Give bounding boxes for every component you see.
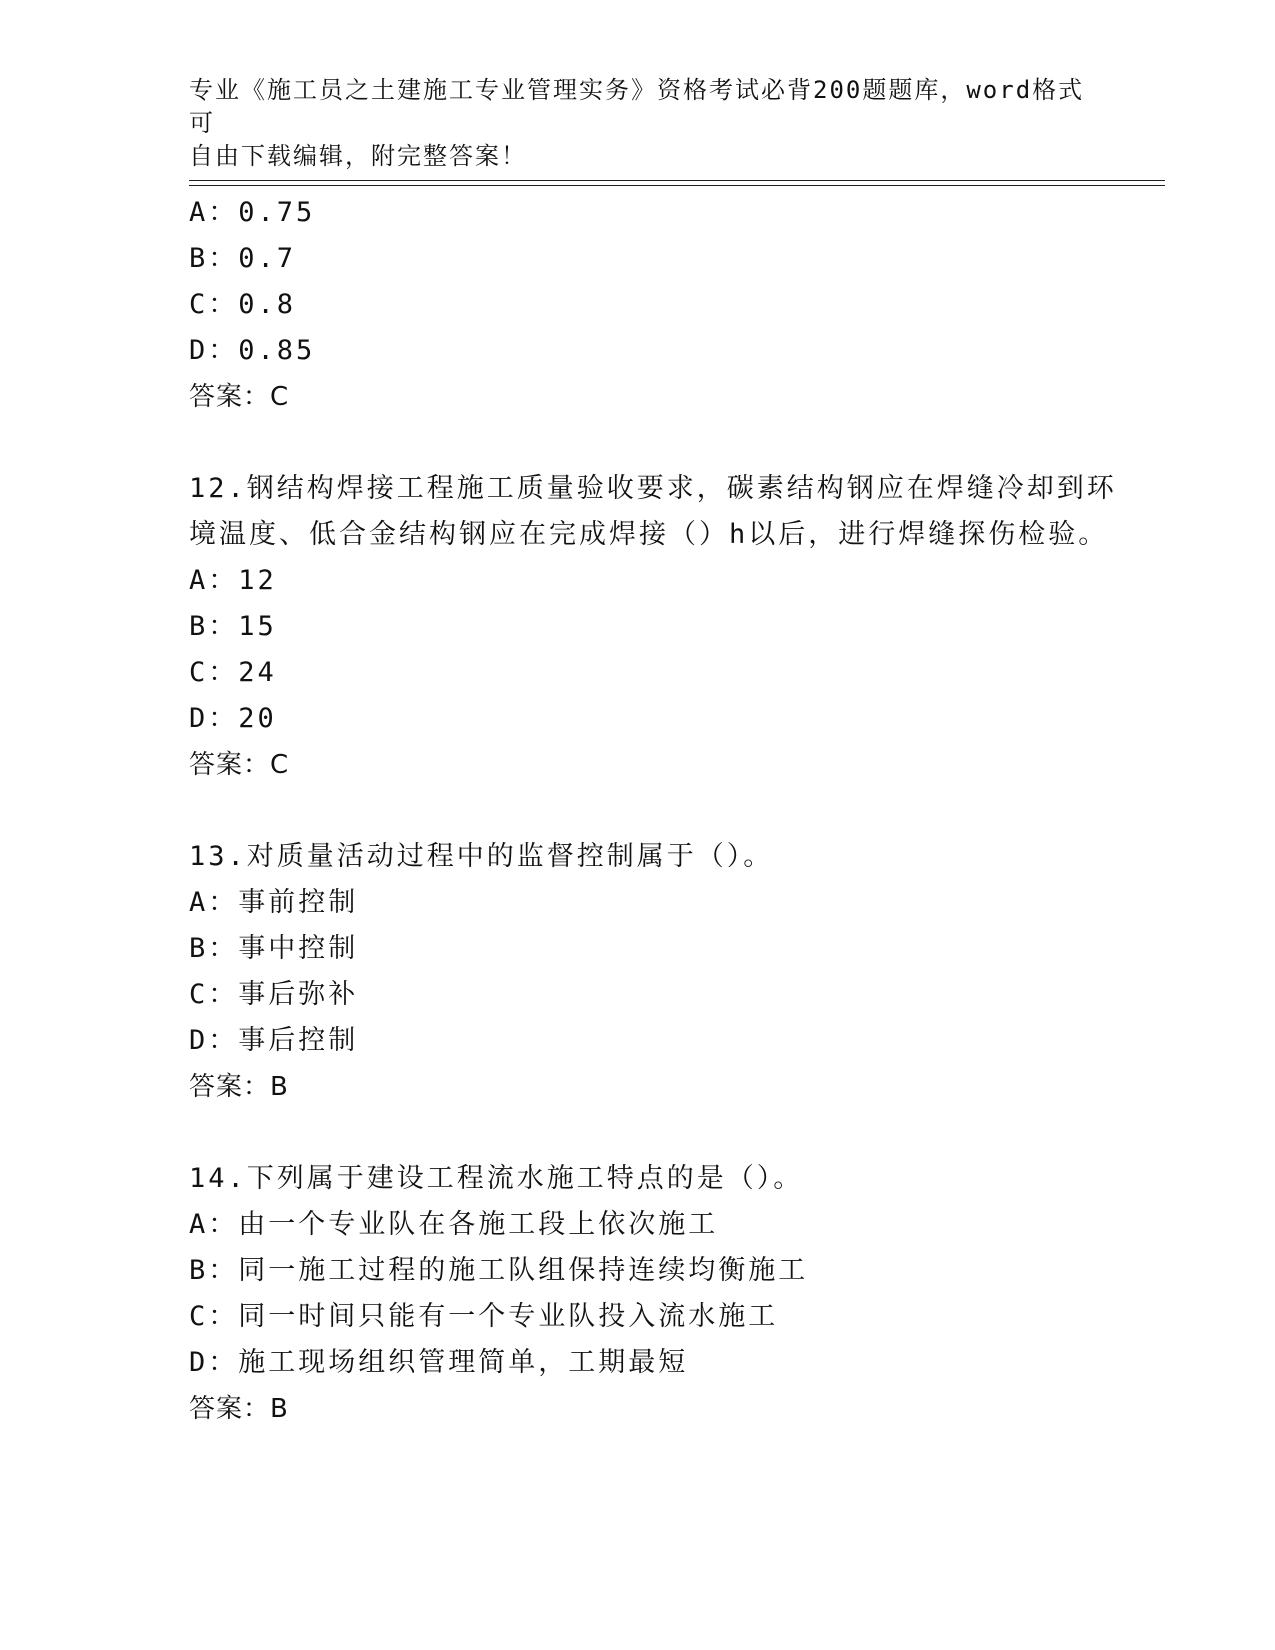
document-header — [189, 74, 1089, 173]
question-12-text-line-2: 境温度、低合金结构钢应在完成焊接（）h以后，进行焊缝探伤检验。 — [189, 519, 1109, 550]
question-block-12 — [189, 466, 1165, 788]
answer-line: 答案：C — [189, 750, 290, 780]
option-d: D：20 — [189, 703, 277, 734]
option-d: D：施工现场组织管理简单，工期最短 — [189, 1347, 689, 1378]
spacer — [189, 1110, 1165, 1156]
answer-line: 答案：C — [189, 382, 290, 412]
option-a: A：事前控制 — [189, 887, 359, 918]
question-block-prev — [189, 190, 1165, 420]
option-b: B：0.7 — [189, 243, 297, 274]
header-line-1: 专业《施工员之土建施工专业管理实务》资格考试必背200题题库，word格式可 — [189, 76, 1085, 137]
header-line-2: 自由下载编辑，附完整答案！ — [189, 142, 527, 170]
option-c: C：事后弥补 — [189, 979, 359, 1010]
document-body — [189, 190, 1165, 1432]
question-block-14 — [189, 1156, 1165, 1432]
answer-line: 答案：B — [189, 1394, 289, 1424]
header-double-rule — [189, 180, 1165, 186]
spacer — [189, 420, 1165, 466]
option-a: A：由一个专业队在各施工段上依次施工 — [189, 1209, 719, 1240]
option-a: A：12 — [189, 565, 277, 596]
option-b: B：事中控制 — [189, 933, 359, 964]
option-b: B：15 — [189, 611, 277, 642]
option-b: B：同一施工过程的施工队组保持连续均衡施工 — [189, 1255, 809, 1286]
question-block-13 — [189, 834, 1165, 1110]
option-c: C：同一时间只能有一个专业队投入流水施工 — [189, 1301, 779, 1332]
answer-line: 答案：B — [189, 1072, 289, 1102]
option-a: A：0.75 — [189, 197, 316, 228]
option-c: C：24 — [189, 657, 277, 688]
question-13-text: 13.对质量活动过程中的监督控制属于（）。 — [189, 841, 774, 872]
option-d: D：0.85 — [189, 335, 316, 366]
question-14-text: 14.下列属于建设工程流水施工特点的是（）。 — [189, 1163, 804, 1194]
spacer — [189, 788, 1165, 834]
option-d: D：事后控制 — [189, 1025, 359, 1056]
option-c: C：0.8 — [189, 289, 297, 320]
question-12-text-line-1: 12.钢结构焊接工程施工质量验收要求，碳素结构钢应在焊缝冷却到环 — [189, 473, 1117, 504]
